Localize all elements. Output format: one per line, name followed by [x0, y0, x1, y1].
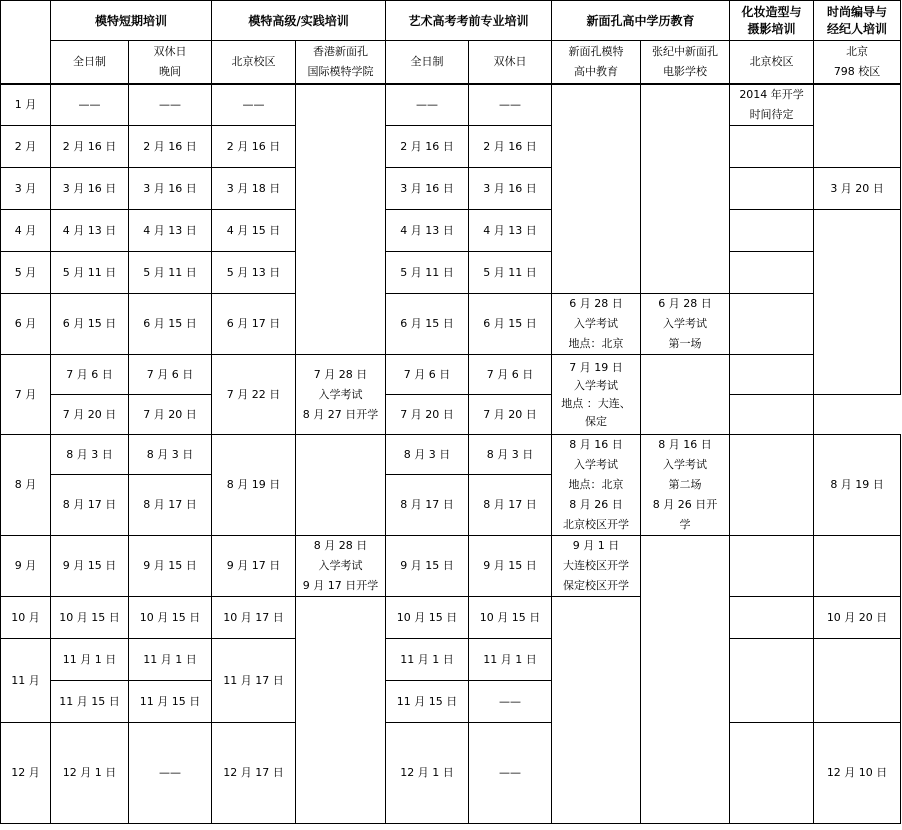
- date-cell: 10 月 15 日: [469, 597, 552, 639]
- date-cell: 6 月 15 日: [469, 294, 552, 355]
- date-cell: 9 月 15 日: [469, 536, 552, 597]
- date-cell: 11 月 15 日: [386, 681, 469, 723]
- date-cell: 5 月 11 日: [386, 252, 469, 294]
- date-cell: 7 月 20 日: [129, 395, 212, 435]
- date-cell: 8 月 3 日: [51, 435, 129, 475]
- date-cell: 7 月 20 日: [469, 395, 552, 435]
- date-cell: 11 月 1 日: [129, 639, 212, 681]
- date-cell: 10 月 20 日: [814, 597, 901, 639]
- date-cell: 8 月 16 日 入学考试 地点：北京 8 月 26 日 北京校区开学: [552, 435, 641, 536]
- date-cell: 6 月 28 日 入学考试 第一场: [641, 294, 730, 355]
- subheader-hk-academy: 香港新面孔 国际模特学院: [296, 41, 386, 84]
- month-label: 11 月: [1, 639, 51, 723]
- subheader-beijing-campus: 北京校区: [212, 41, 296, 84]
- empty-cell: [814, 536, 901, 597]
- date-cell: 5 月 11 日: [469, 252, 552, 294]
- date-cell: 5 月 13 日: [212, 252, 296, 294]
- date-cell: 6 月 15 日: [129, 294, 212, 355]
- date-cell: 7 月 19 日 入学考试 地点 ：大连、 保定: [552, 355, 641, 435]
- subheader-weekend: 双休日: [469, 41, 552, 84]
- date-cell: 9 月 17 日: [212, 536, 296, 597]
- date-cell: 11 月 1 日: [469, 639, 552, 681]
- subheader-weekend-evening: 双休日 晚间: [129, 41, 212, 84]
- date-cell: 8 月 17 日: [51, 475, 129, 536]
- date-cell: 11 月 1 日: [51, 639, 129, 681]
- empty-cell: [814, 84, 901, 168]
- date-cell: 7 月 20 日: [386, 395, 469, 435]
- date-cell: 8 月 28 日 入学考试 9 月 17 日开学: [296, 536, 386, 597]
- date-cell: ——: [129, 84, 212, 126]
- date-cell: 7 月 6 日: [386, 355, 469, 395]
- date-cell: 10 月 15 日: [51, 597, 129, 639]
- date-cell: 4 月 15 日: [212, 210, 296, 252]
- date-cell: 4 月 13 日: [129, 210, 212, 252]
- empty-cell: [730, 723, 814, 824]
- subheader-fulltime: 全日制: [386, 41, 469, 84]
- date-cell: 4 月 13 日: [469, 210, 552, 252]
- empty-cell: [552, 84, 641, 294]
- month-label: 10 月: [1, 597, 51, 639]
- date-cell: 2 月 16 日: [129, 126, 212, 168]
- date-cell: 3 月 18 日: [212, 168, 296, 210]
- date-cell: 9 月 15 日: [386, 536, 469, 597]
- empty-cell: [641, 355, 730, 435]
- empty-cell: [296, 84, 386, 355]
- date-cell: 3 月 16 日: [469, 168, 552, 210]
- date-cell: 11 月 15 日: [129, 681, 212, 723]
- date-cell: ——: [469, 84, 552, 126]
- group-header-makeup: 化妆造型与 摄影培训: [730, 1, 814, 41]
- date-cell: ——: [212, 84, 296, 126]
- empty-cell: [730, 395, 814, 435]
- empty-cell: [730, 639, 814, 723]
- subheader-798-campus: 北京 798 校区: [814, 41, 901, 84]
- date-cell: 10 月 17 日: [212, 597, 296, 639]
- subheader-model-highschool: 新面孔模特 高中教育: [552, 41, 641, 84]
- month-label: 9 月: [1, 536, 51, 597]
- empty-cell: [730, 597, 814, 639]
- date-cell: 11 月 1 日: [386, 639, 469, 681]
- date-cell: 4 月 13 日: [386, 210, 469, 252]
- month-label: 12 月: [1, 723, 51, 824]
- month-label: 1 月: [1, 84, 51, 126]
- date-cell: 3 月 16 日: [129, 168, 212, 210]
- date-cell: ——: [129, 723, 212, 824]
- group-header-art-exam: 艺术高考考前专业培训: [386, 1, 552, 41]
- date-cell: 5 月 11 日: [129, 252, 212, 294]
- date-cell: 5 月 11 日: [51, 252, 129, 294]
- empty-cell: [641, 84, 730, 294]
- date-cell: 8 月 3 日: [386, 435, 469, 475]
- date-cell: 12 月 1 日: [386, 723, 469, 824]
- date-cell: 2 月 16 日: [212, 126, 296, 168]
- date-cell: 8 月 19 日: [212, 435, 296, 536]
- date-cell: 8 月 3 日: [129, 435, 212, 475]
- group-header-model-short: 模特短期培训: [51, 1, 212, 41]
- date-cell: 2014 年开学 时间待定: [730, 84, 814, 126]
- date-cell: 10 月 15 日: [386, 597, 469, 639]
- empty-cell: [730, 168, 814, 210]
- date-cell: 4 月 13 日: [51, 210, 129, 252]
- date-cell: 6 月 17 日: [212, 294, 296, 355]
- subheader-beijing-campus: 北京校区: [730, 41, 814, 84]
- date-cell: 12 月 10 日: [814, 723, 901, 824]
- date-cell: ——: [51, 84, 129, 126]
- month-label: 4 月: [1, 210, 51, 252]
- empty-cell: [730, 355, 814, 395]
- date-cell: 8 月 17 日: [129, 475, 212, 536]
- month-label: 8 月: [1, 435, 51, 536]
- empty-cell: [730, 294, 814, 355]
- date-cell: 8 月 17 日: [386, 475, 469, 536]
- month-label: 5 月: [1, 252, 51, 294]
- month-label: 6 月: [1, 294, 51, 355]
- empty-cell: [814, 639, 901, 723]
- group-header-highschool: 新面孔高中学历教育: [552, 1, 730, 41]
- date-cell: 9 月 15 日: [51, 536, 129, 597]
- empty-cell: [730, 252, 814, 294]
- date-cell: 11 月 17 日: [212, 639, 296, 723]
- date-cell: 7 月 6 日: [129, 355, 212, 395]
- date-cell: 8 月 17 日: [469, 475, 552, 536]
- date-cell: 11 月 15 日: [51, 681, 129, 723]
- month-label: 2 月: [1, 126, 51, 168]
- date-cell: 12 月 17 日: [212, 723, 296, 824]
- date-cell: 8 月 3 日: [469, 435, 552, 475]
- empty-cell: [552, 597, 641, 824]
- empty-cell: [730, 126, 814, 168]
- subheader-film-school: 张纪中新面孔 电影学校: [641, 41, 730, 84]
- date-cell: 3 月 20 日: [814, 168, 901, 210]
- empty-cell: [730, 435, 814, 536]
- date-cell: 8 月 16 日 入学考试 第二场 8 月 26 日开 学: [641, 435, 730, 536]
- group-header-fashion: 时尚编导与 经纪人培训: [814, 1, 901, 41]
- date-cell: 12 月 1 日: [51, 723, 129, 824]
- empty-cell: [730, 536, 814, 597]
- date-cell: 7 月 6 日: [51, 355, 129, 395]
- date-cell: 2 月 16 日: [386, 126, 469, 168]
- month-label: 7 月: [1, 355, 51, 435]
- date-cell: ——: [469, 723, 552, 824]
- date-cell: 6 月 15 日: [51, 294, 129, 355]
- empty-cell: [296, 597, 386, 824]
- date-cell: 2 月 16 日: [51, 126, 129, 168]
- date-cell: 2 月 16 日: [469, 126, 552, 168]
- empty-cell: [730, 210, 814, 252]
- date-cell: 9 月 15 日: [129, 536, 212, 597]
- date-cell: 7 月 28 日 入学考试 8 月 27 日开学: [296, 355, 386, 435]
- date-cell: 6 月 15 日: [386, 294, 469, 355]
- date-cell: ——: [386, 84, 469, 126]
- empty-cell: [814, 210, 901, 395]
- date-cell: 7 月 20 日: [51, 395, 129, 435]
- date-cell: 9 月 1 日 大连校区开学 保定校区开学: [552, 536, 641, 597]
- date-cell: 7 月 22 日: [212, 355, 296, 435]
- date-cell: 7 月 6 日: [469, 355, 552, 395]
- empty-cell: [641, 536, 730, 824]
- subheader-fulltime: 全日制: [51, 41, 129, 84]
- date-cell: ——: [469, 681, 552, 723]
- date-cell: 8 月 19 日: [814, 435, 901, 536]
- date-cell: 6 月 28 日 入学考试 地点：北京: [552, 294, 641, 355]
- month-label: 3 月: [1, 168, 51, 210]
- empty-cell: [296, 435, 386, 536]
- group-header-model-advanced: 模特高级/实践培训: [212, 1, 386, 41]
- date-cell: 3 月 16 日: [51, 168, 129, 210]
- date-cell: 10 月 15 日: [129, 597, 212, 639]
- date-cell: 3 月 16 日: [386, 168, 469, 210]
- corner-cell: [1, 1, 51, 84]
